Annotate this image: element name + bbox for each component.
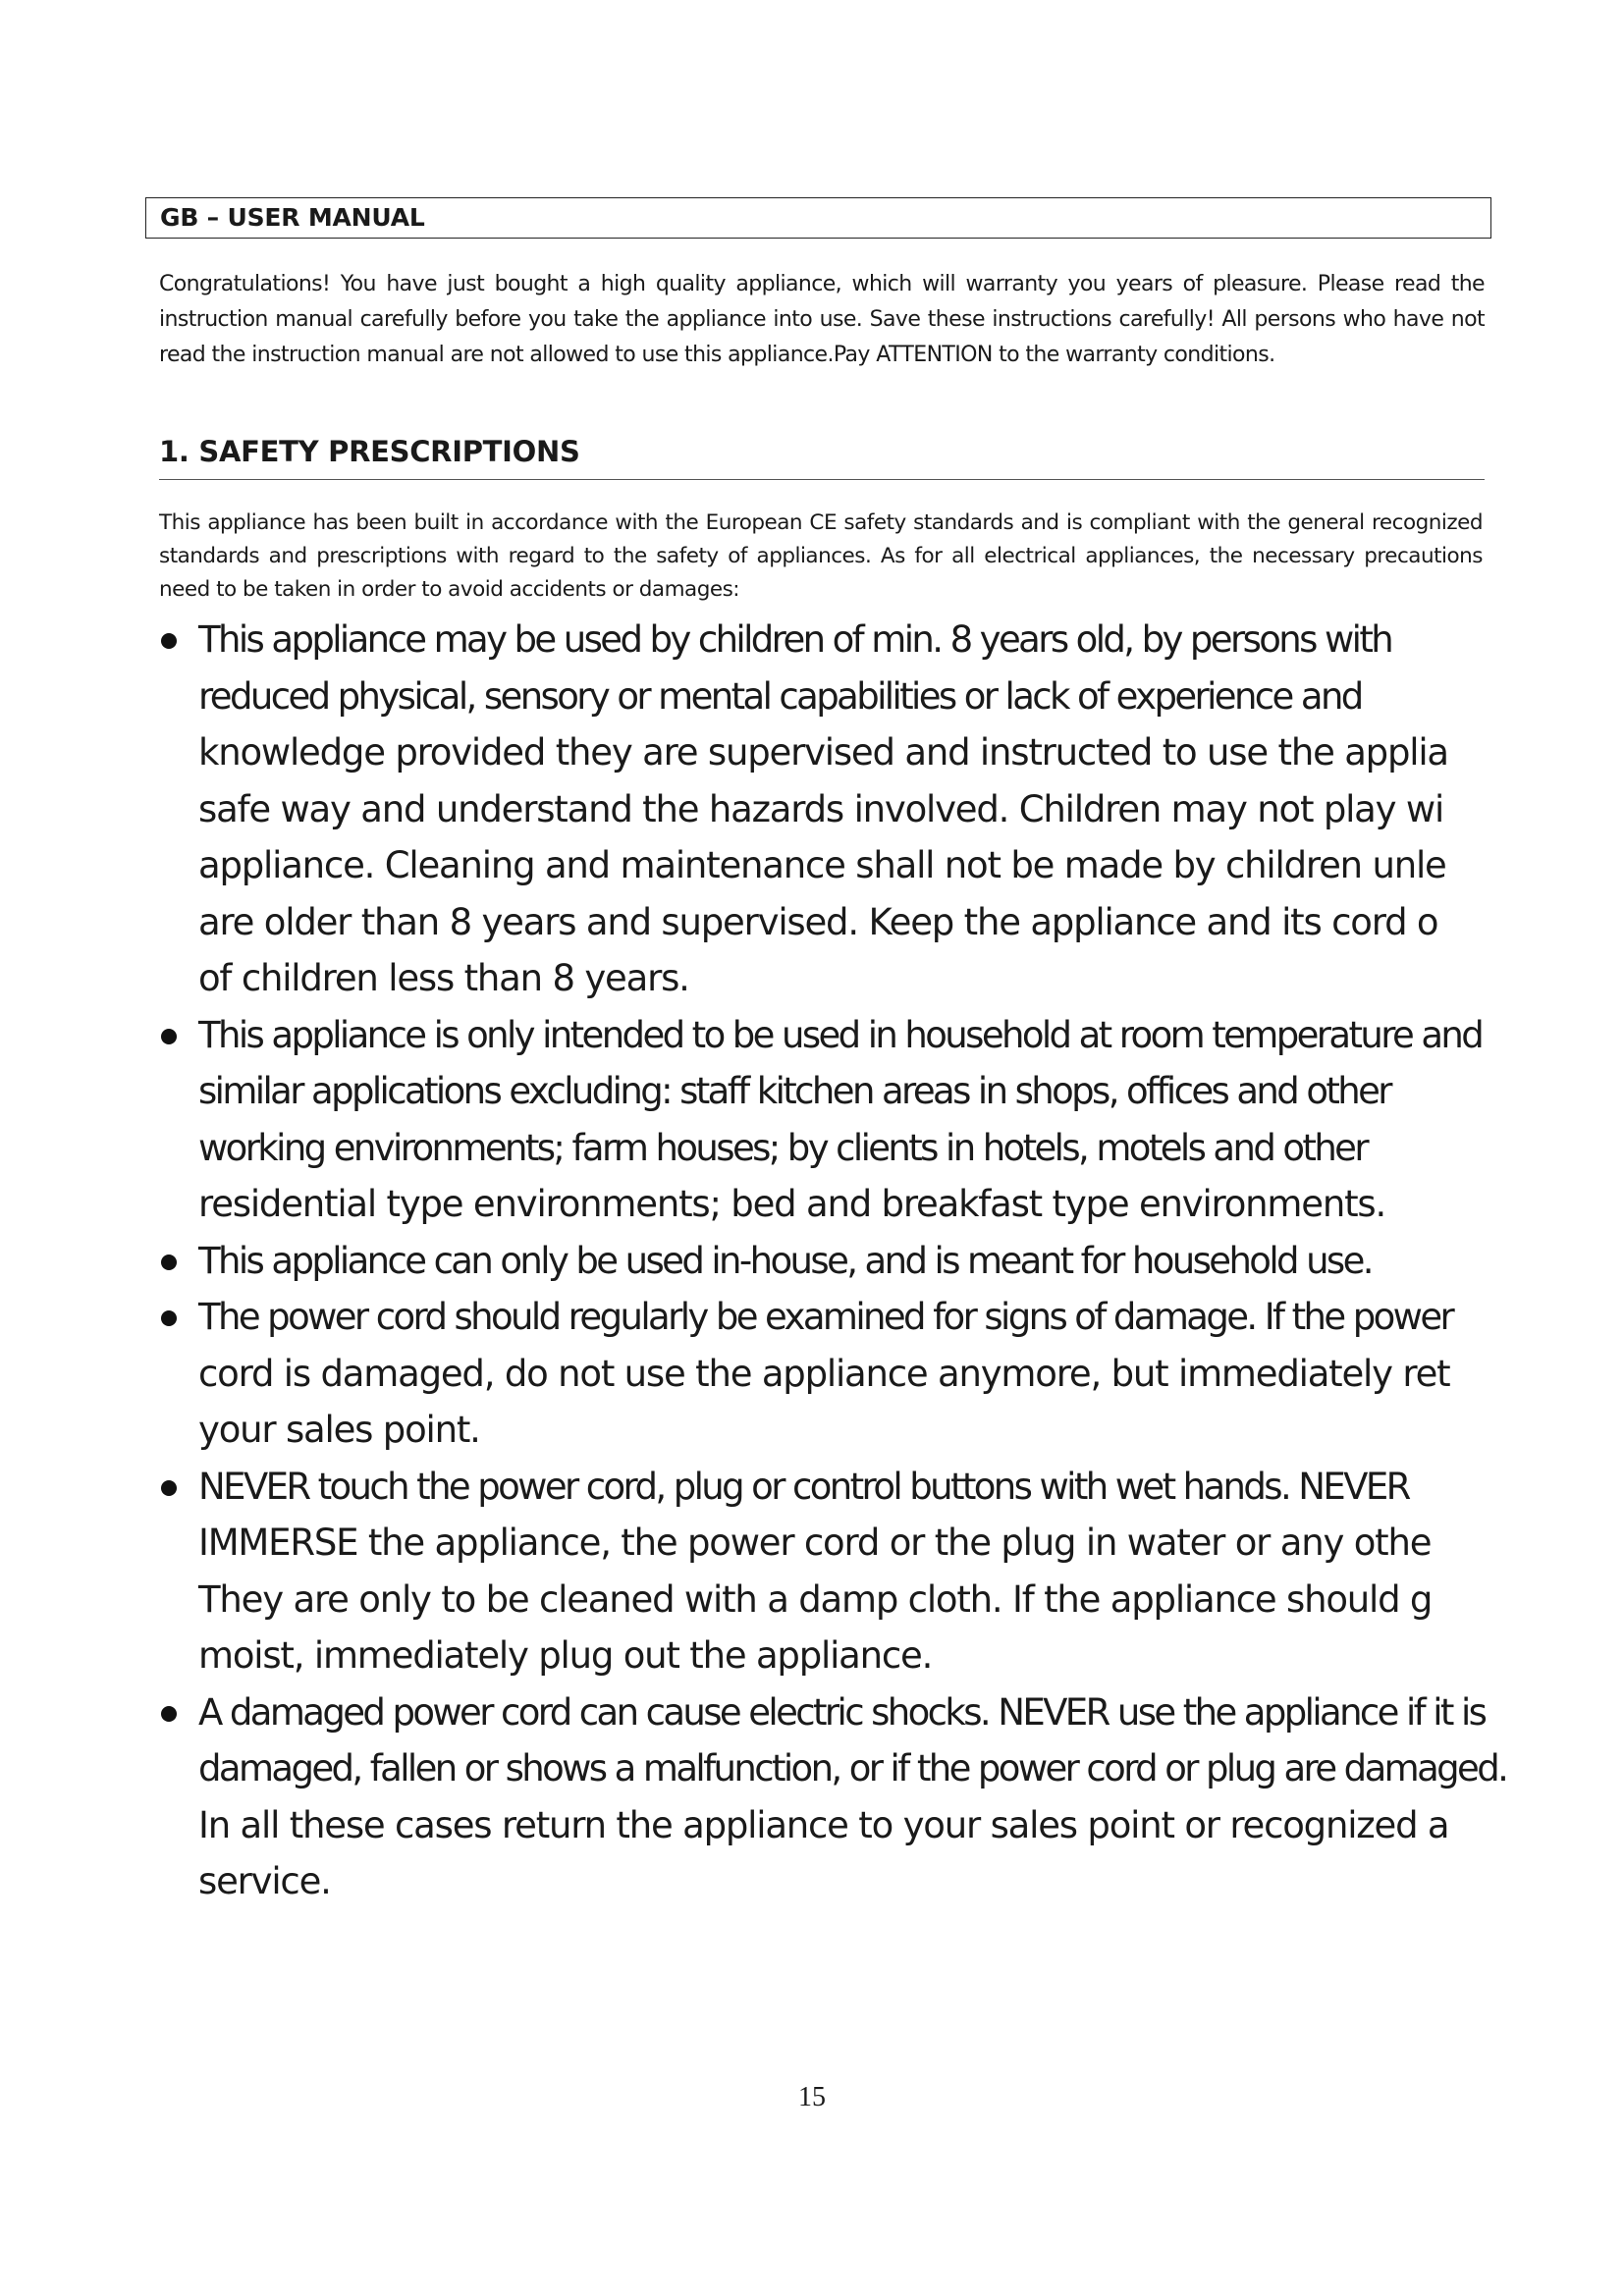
bullet-line: This appliance is only intended to be used in household at room temperature and: [198, 1013, 1483, 1056]
bullet-line: A damaged power cord can cause electric shocks. NEVER use the appliance if it is: [198, 1690, 1486, 1734]
bullet-line: The power cord should regularly be examined for signs of damage. If the power: [198, 1296, 1453, 1338]
bullet-dot-icon: [161, 1310, 177, 1326]
bullet-line: moist, immediately plug out the appliance.: [198, 1634, 933, 1677]
bullet-line: residential type environments; bed and breakfast type environments.: [198, 1183, 1386, 1225]
section-title: 1. SAFETY PRESCRIPTIONS: [159, 435, 580, 468]
bullet-line: are older than 8 years and supervised. Keep the appliance and its cord o: [198, 900, 1438, 943]
bullet-line: This appliance may be used by children of min. 8 years old, by persons with: [198, 618, 1392, 661]
intro-paragraph: Congratulations! You have just bought a high quality appliance, which will warranty you years of pleasure. Please read the instruction manual carefully before you take the appliance into use. Save these instructions carefully! All persons who have not read the instruction manual are not allowed to use this appliance.Pay ATTENTION to the warranty conditions.: [159, 272, 1485, 367]
bullet-line: of children less than 8 years.: [198, 957, 689, 999]
bullet-line: appliance. Cleaning and maintenance shall not be made by children unle: [198, 844, 1446, 886]
bullet-dot-icon: [161, 1029, 177, 1044]
bullet-line: reduced physical, sensory or mental capabilities or lack of experience and: [198, 674, 1362, 718]
section-divider: [159, 479, 1485, 480]
bullet-line: This appliance can only be used in-house, and is meant for household use.: [198, 1239, 1372, 1282]
bullet-item-household-use: [157, 1007, 1624, 1233]
section-intro-paragraph: This appliance has been built in accordance with the European CE safety standards and is compliant with the general recognized standards and prescriptions with regard to the safety of appliances. As for all electrical appliances, the necessary precautions need to be taken in order to avoid accidents or damages:: [159, 510, 1483, 602]
bullet-line: cord is damaged, do not use the appliance anymore, but immediately ret: [198, 1352, 1450, 1395]
bullet-line: In all these cases return the appliance to your sales point or recognized a: [198, 1803, 1449, 1846]
bullet-line: damaged, fallen or shows a malfunction, or if the power cord or plug are damaged.: [198, 1747, 1507, 1789]
manual-header-title: GB – USER MANUAL: [160, 203, 425, 232]
bullet-line: your sales point.: [198, 1409, 480, 1451]
bullet-line: knowledge provided they are supervised and instructed to use the applia: [198, 731, 1448, 774]
bullet-line: working environments; farm houses; by clients in hotels, motels and other: [198, 1126, 1367, 1169]
bullet-item-in-house: [157, 1233, 1624, 1290]
bullet-line: service.: [198, 1860, 331, 1902]
bullet-item-children: [157, 612, 1624, 1007]
bullet-line: safe way and understand the hazards involved. Children may not play wi: [198, 787, 1444, 830]
bullet-item-wet-hands: [157, 1459, 1624, 1684]
bullet-line: NEVER touch the power cord, plug or control buttons with wet hands. NEVER: [198, 1465, 1409, 1508]
bullet-line: They are only to be cleaned with a damp cloth. If the appliance should g: [198, 1577, 1433, 1621]
bullet-dot-icon: [161, 1706, 177, 1722]
bullet-line: similar applications excluding: staff kitchen areas in shops, offices and other: [198, 1070, 1390, 1112]
bullet-line: IMMERSE the appliance, the power cord or the plug in water or any othe: [198, 1522, 1432, 1564]
bullet-item-damaged-cord: [157, 1684, 1624, 1910]
bullet-dot-icon: [161, 633, 177, 649]
bullet-dot-icon: [161, 1255, 177, 1270]
bullet-dot-icon: [161, 1480, 177, 1496]
page-number: 15: [798, 2082, 826, 2112]
bullet-item-power-cord-check: [157, 1289, 1624, 1459]
manual-header: [145, 197, 1491, 239]
safety-bullet-list: [157, 612, 1624, 1927]
